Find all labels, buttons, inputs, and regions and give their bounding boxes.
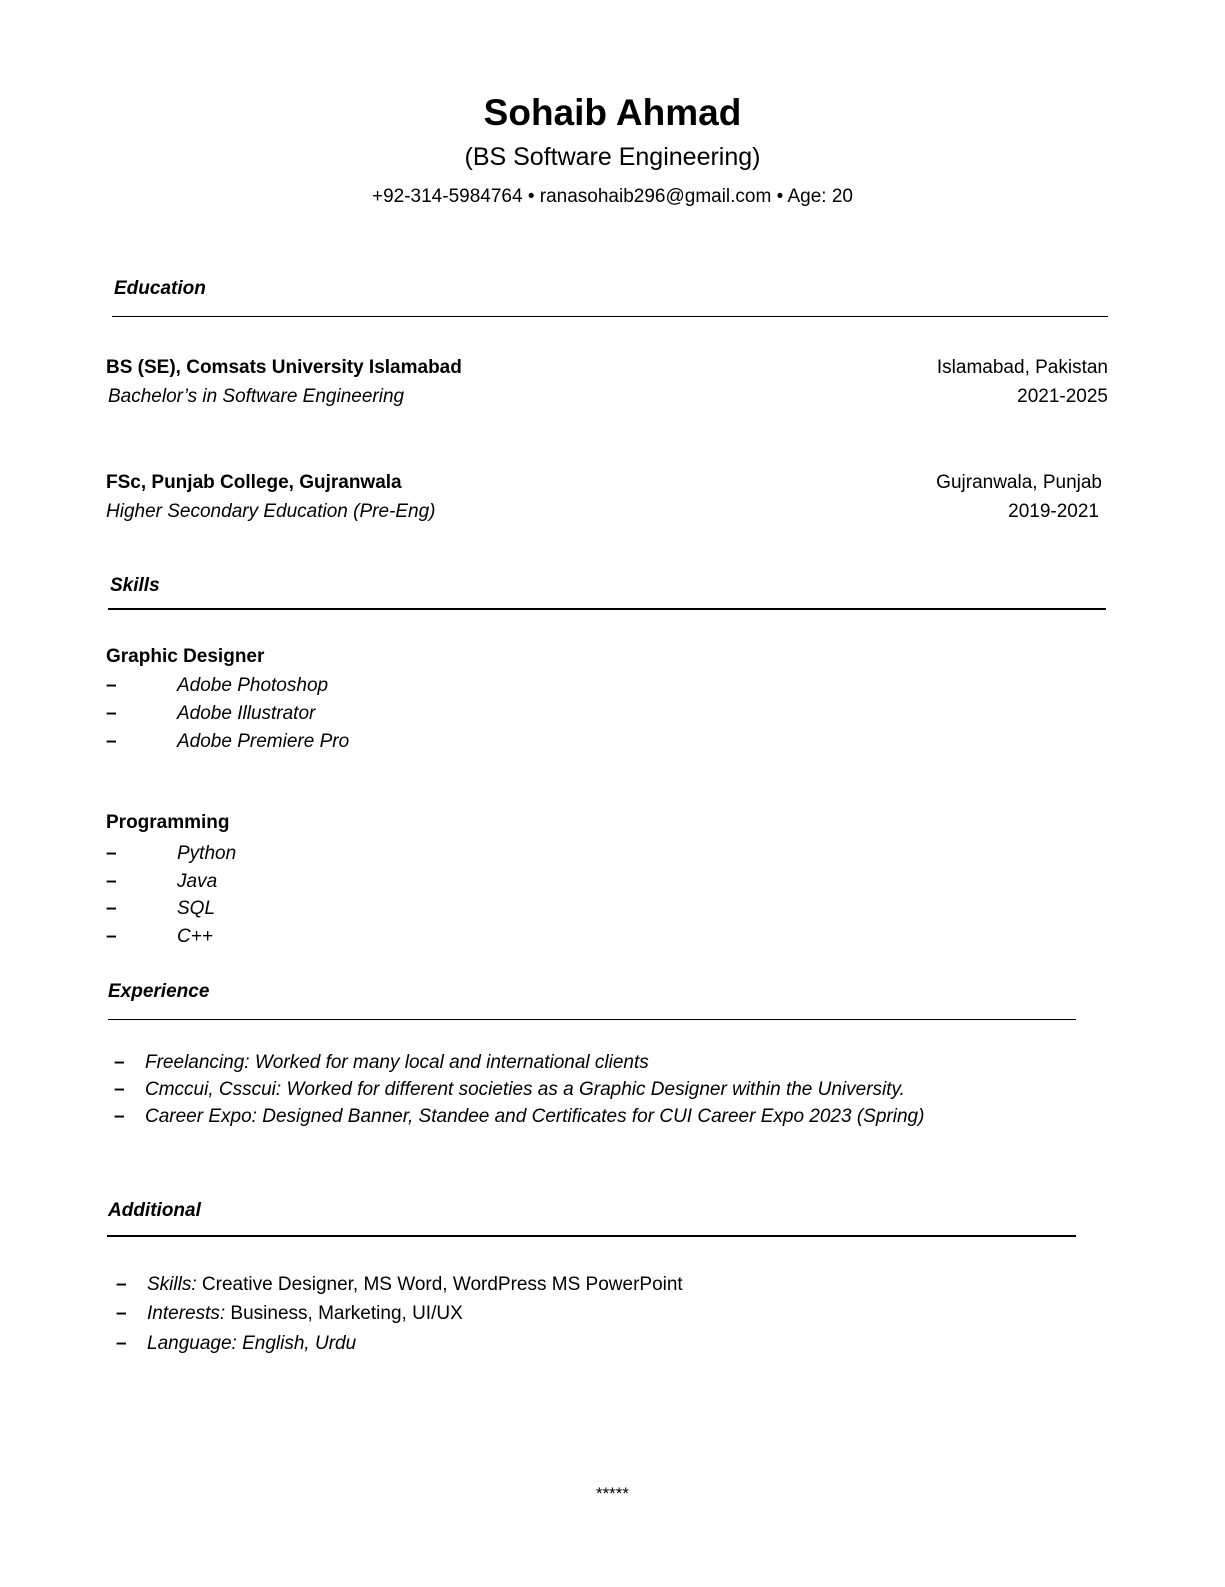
skill-item: Java	[177, 871, 218, 892]
bullet-dash: –	[116, 1333, 127, 1354]
skill-item: Python	[177, 843, 237, 864]
bullet-dash: –	[106, 926, 117, 947]
education-degree: Higher Secondary Education (Pre-Eng)	[106, 501, 436, 522]
skill-item: Adobe Photoshop	[177, 675, 329, 696]
education-heading: Education	[114, 278, 206, 299]
bullet-dash: –	[106, 898, 117, 919]
additional-item	[147, 1333, 356, 1355]
bullet-dash: –	[106, 731, 117, 752]
bullet-dash: –	[106, 843, 117, 864]
additional-label: Interests:	[147, 1303, 226, 1324]
bullet-dash: –	[114, 1106, 125, 1127]
additional-item	[147, 1303, 463, 1325]
education-location: Islamabad, Pakistan	[936, 357, 1108, 378]
additional-divider	[107, 1235, 1076, 1237]
experience-divider	[108, 1019, 1076, 1020]
bullet-dash: –	[116, 1274, 127, 1295]
additional-label: Skills:	[147, 1274, 197, 1295]
bullet-dash: –	[116, 1303, 127, 1324]
skills-divider	[108, 608, 1106, 610]
education-years: 2021-2025	[1017, 386, 1108, 407]
skill-group-heading: Graphic Designer	[106, 646, 265, 667]
bullet-dash: –	[114, 1052, 125, 1073]
skill-item: Adobe Premiere Pro	[177, 731, 350, 752]
additional-label: Language: English, Urdu	[147, 1333, 357, 1354]
experience-item: Cmccui, Csscui: Worked for different societies as a Graphic Designer within the University.	[145, 1079, 905, 1100]
resume-subtitle: (BS Software Engineering)	[464, 143, 761, 171]
education-institution: BS (SE), Comsats University Islamabad	[106, 357, 462, 378]
additional-value: Business, Marketing, UI/UX	[225, 1303, 463, 1324]
experience-item: Freelancing: Worked for many local and international clients	[145, 1052, 649, 1073]
skill-item: Adobe Illustrator	[177, 703, 316, 724]
skill-item: C++	[177, 926, 213, 947]
additional-item	[147, 1274, 683, 1296]
skill-item: SQL	[177, 898, 216, 919]
bullet-dash: –	[106, 675, 117, 696]
resume-name: Sohaib Ahmad	[483, 92, 742, 133]
experience-item: Career Expo: Designed Banner, Standee and Certificates for CUI Career Expo 2023 (Spring)	[145, 1106, 925, 1127]
education-divider	[112, 316, 1108, 317]
experience-heading: Experience	[108, 981, 210, 1002]
skill-group-heading: Programming	[106, 812, 230, 833]
education-institution: FSc, Punjab College, Gujranwala	[106, 472, 402, 493]
bullet-dash: –	[106, 703, 117, 724]
bullet-dash: –	[114, 1079, 125, 1100]
bullet-dash: –	[106, 871, 117, 892]
additional-value: Creative Designer, MS Word, WordPress MS PowerPoint	[196, 1274, 683, 1295]
contact-line: +92-314-5984764 • ranasohaib296@gmail.com • Age: 20	[371, 186, 853, 207]
additional-heading: Additional	[108, 1200, 201, 1221]
education-degree: Bachelor’s in Software Engineering	[108, 386, 405, 407]
education-years: 2019-2021	[1008, 501, 1099, 522]
footer-stars: *****	[595, 1484, 630, 1503]
skills-heading: Skills	[110, 575, 160, 596]
education-location: Gujranwala, Punjab	[936, 472, 1102, 493]
